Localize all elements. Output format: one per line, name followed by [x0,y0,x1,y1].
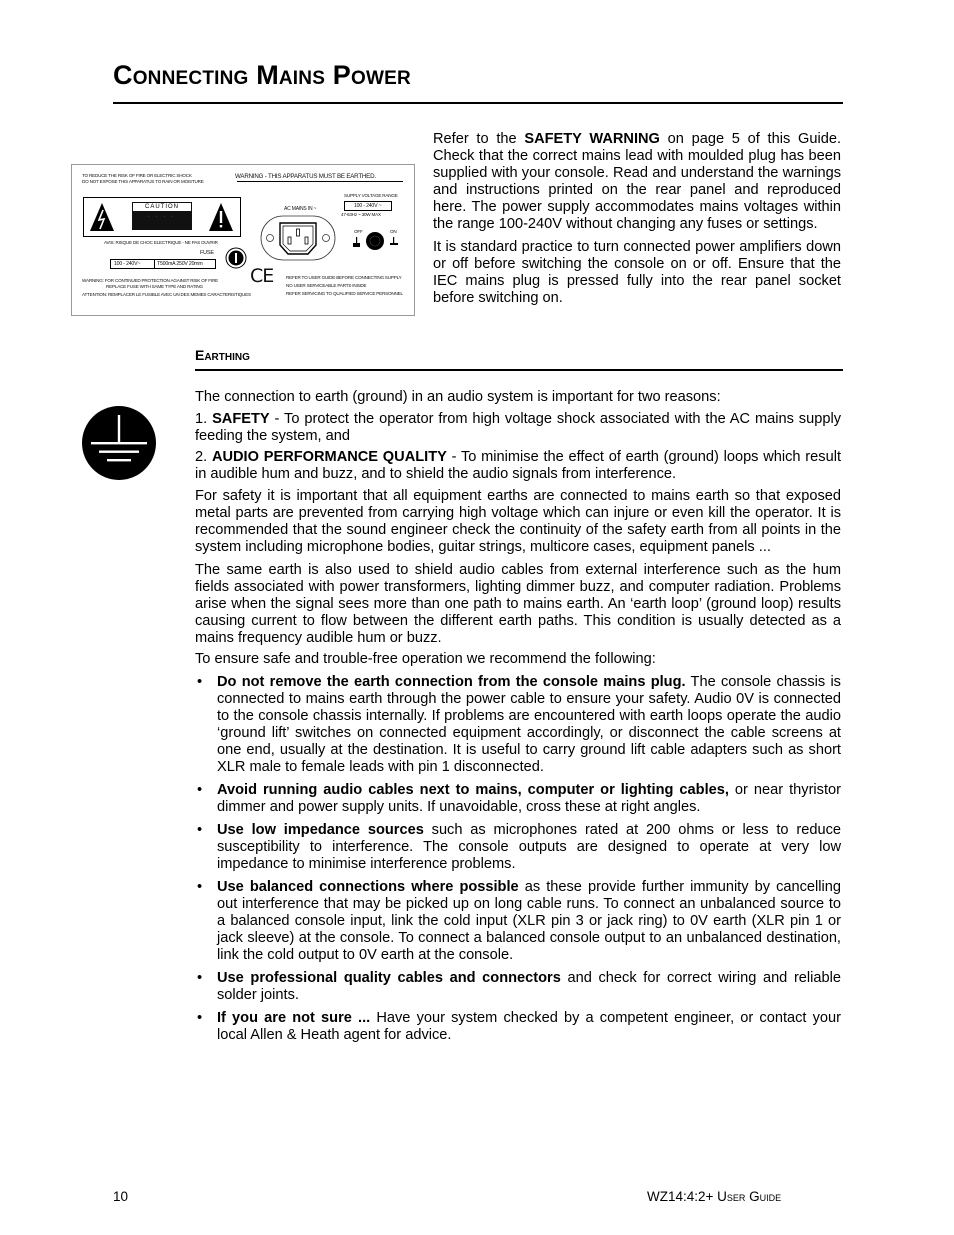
list-item: • Use professional quality cables and connectors and check for correct wiring and reliable solder joints. [197,970,842,1003]
page-title: Connecting Mains Power [113,60,411,90]
text-run: or near thyristor dimmer and power supply units. If unavoidable, cross these at right angles. [217,782,842,815]
text-run: Refer to the [433,131,525,147]
shield-paragraph: The same earth is also used to shield audio cables from external interference such as the hum fields associated with power transformers, lighting dimmer buzz, and computer radiation. Problems arise when the signal sees more than one path to mains earth. An ‘earth loop’ (ground loop) results causing current to flow between the different earth paths. This condition is usually detected as a mains frequency audible hum or buzz. [195,561,841,646]
recommend-intro: To ensure safe and trouble-free operation we recommend the following: [195,651,656,667]
text-run: and check for correct wiring and reliable solder joints. [217,970,842,1003]
bold-text-run: Use professional quality cables and connectors [217,970,561,986]
text-run: The console chassis is connected to mains earth through the power cable to ensure your safety. Audio 0V is connected to the console chassis internally. If problems are encountered with earth loops operate the audio ‘ground lift’ switches on connected equipment accordingly, or disconnect the cable screens at one end, usually at the destination. It is useful to carry ground lift cable adapters such as short XLR male to female leads with pin 1 disconnected. [217,674,841,775]
text-run: 2. [195,449,212,465]
bold-text-run: SAFETY WARNING [524,131,660,147]
fuse-voltage: 100 - 240V~ [114,261,141,267]
fuse-note-3: ATTENTION: REMPLACER LE FUSIBLE AVEC UN DES MEMES CARACTERISTIQUES [82,292,251,297]
title-rule [113,102,843,104]
list-item: • Avoid running audio cables next to mains, computer or lighting cables, or near thyristor dimmer and power supply units. If unavoidable, cross these at right angles. [197,782,842,815]
bold-text-run: Avoid running audio cables next to mains, computer or lighting cables, [217,782,729,798]
list-item: • Do not remove the earth connection from the console mains plug. The console chassis is connected to mains earth through the power cable to ensure your safety. Audio 0V is connected to the console chassis internally. If problems are encountered with earth loops operate the audio ‘ground lift’ switches on connected equipment accordingly, or disconnect the cable screens at one end, usually at the destination. It is useful to carry ground lift cable adapters such as short XLR male to female leads with pin 1 disconnected. [197,674,841,775]
bold-text-run: Use balanced connections where possible [217,879,519,895]
on-label: ON [390,229,397,234]
caution-dots: • • • • [148,214,176,218]
power-switch-icon [353,232,401,252]
reason-audio-quality [195,449,841,483]
rear-panel-figure [71,164,415,316]
refer-line-2: NO USER SERVICEABLE PARTS INSIDE [286,283,367,288]
supply-voltage: 100 - 240V ~ [354,203,382,209]
caution-label: CAUTION [133,203,191,211]
text-run: - To protect the operator from high voltage shock associated with the AC mains supply feeding the system, and [195,410,841,444]
ce-mark: CE [250,265,274,287]
supply-range-label: SUPPLY VOLTAGE RANGE [344,193,398,198]
text-run: 1. [195,410,213,427]
lightning-warning-icon [89,202,115,232]
text-run: such as microphones rated at 200 ohms or less to reduce susceptibility to interference. The console outputs are designed to operate at very low impedance to minimise interference problems. [217,822,841,872]
text-run: on page 5 of this Guide. Check that the correct mains lead with moulded plug has been supplied with your console. Read and understand the warnings and instructions printed on the rear panel and reproduced here. The power supply accommodates mains voltages within the range 100-240V without changing any fuses or settings. [433,131,841,232]
fuse-label: FUSE [200,250,214,256]
page-number: 10 [113,1189,129,1204]
fuse-note-1: WARNING: FOR CONTINUED PROTECTION AGAINST RISK OF FIRE [82,278,218,283]
reason-safety [195,411,841,445]
safety-paragraph: For safety it is important that all equipment earths are connected to mains earth so that exposed metal parts are prevented from carrying high voltage which can injure or even kill the operator. It is recommended that the sound engineer check the continuity of the safety earth from all points in the system including microphone bodies, guitar strings, multicore cases, equipment panels ... [195,487,841,555]
earthed-warning: WARNING - THIS APPARATUS MUST BE EARTHED. [235,173,376,180]
intro-paragraph-2: It is standard practice to turn connected power amplifiers down or off before switching the console on or off. Ensure that the IEC mains plug is pressed fully into the rear panel socket before switching on. [433,239,841,306]
exclamation-warning-icon [208,202,234,232]
list-item: • Use low impedance sources such as microphones rated at 200 ohms or less to reduce susceptibility to interference. The console outputs are designed to operate at very low impedance to minimise interference problems. [197,822,841,872]
text-run: as these provide further immunity by cancelling out interference that may be picked up on long cable runs. To connect an unbalanced source to a balanced console input, link the cold input (XLR pin 3 or jack ring) to 0V earth (XLR pin 1 or jack sleeve) at the console. To connect a balanced console output to an unbalanced destination, link the cold output to 0V earth at the console. [217,879,841,963]
earthing-rule [195,369,843,371]
earth-ground-icon [82,406,156,480]
off-label: OFF [354,229,363,234]
bold-text-run: Use low impedance sources [217,822,424,838]
earthed-underline [237,181,403,182]
earthing-intro: The connection to earth (ground) in an audio system is important for two reasons: [195,389,721,405]
list-item: • If you are not sure ... Have your system checked by a competent engineer, or contact your local Allen & Heath agent for advice. [197,1010,841,1043]
fuse-divider [154,260,155,268]
supply-frequency: 47-63Hz ~ 30W MAX [341,212,381,217]
list-item: • Use balanced connections where possible as these provide further immunity by cancelling out interference that may be picked up on long cable runs. To connect an unbalanced source to a balanced console input, link the cold input (XLR pin 3 or jack ring) to 0V earth (XLR pin 1 or jack sleeve) at the console. To connect a balanced console output to an unbalanced destination, link the cold output to 0V earth at the console. [197,879,841,963]
caution-block [83,197,241,237]
earthing-heading: Earthing [195,347,250,363]
text-run: - To minimise the effect of earth (ground) loops which result in audible hum and buzz, and to shield the audio signals from interference. [195,449,841,482]
bold-text-run: AUDIO PERFORMANCE QUALITY [211,449,447,465]
fire-warning-line-2: DO NOT EXPOSE THIS APPARATUS TO RAIN OR MOISTURE [82,179,204,184]
intro-paragraph-1 [433,131,841,233]
earthing-body [195,389,841,1050]
footer-guide-name: WZ14:4:2+ User Guide [647,1189,782,1204]
recommendation-list [195,674,841,1044]
bold-text-run: If you are not sure ... [217,1010,371,1026]
ac-mains-label: AC MAINS IN ~ [284,206,317,212]
text-run: Have your system checked by a competent engineer, or contact your local Allen & Heath agent for advice. [217,1010,841,1043]
supply-voltage-box [344,201,392,211]
bold-text-run: Do not remove the earth connection from the console mains plug. [217,674,686,690]
fuse-rating: T500mA 250V 20mm [157,261,203,267]
fuse-note-2: REPLACE FUSE WITH SAME TYPE AND RATING [106,284,203,289]
refer-line-1: REFER TO USER GUIDE BEFORE CONNECTING SUPPLY [286,275,402,280]
bold-text-run: SAFETY [212,410,270,427]
fire-warning-line-1: TO REDUCE THE RISK OF FIRE OR ELECTRIC SHOCK [82,173,192,178]
intro-text [433,131,841,313]
iec-socket-icon [260,215,336,261]
avis-text: AVIS: RISQUE DE CHOC ELECTRIQUE - NE PAS OUVRIR [104,240,218,245]
caution-label-box [132,202,192,230]
fuse-holder-icon [225,247,247,269]
fuse-rating-box [110,259,216,269]
refer-line-3: REFER SERVICING TO QUALIFIED SERVICE PERSONNEL [286,291,403,296]
